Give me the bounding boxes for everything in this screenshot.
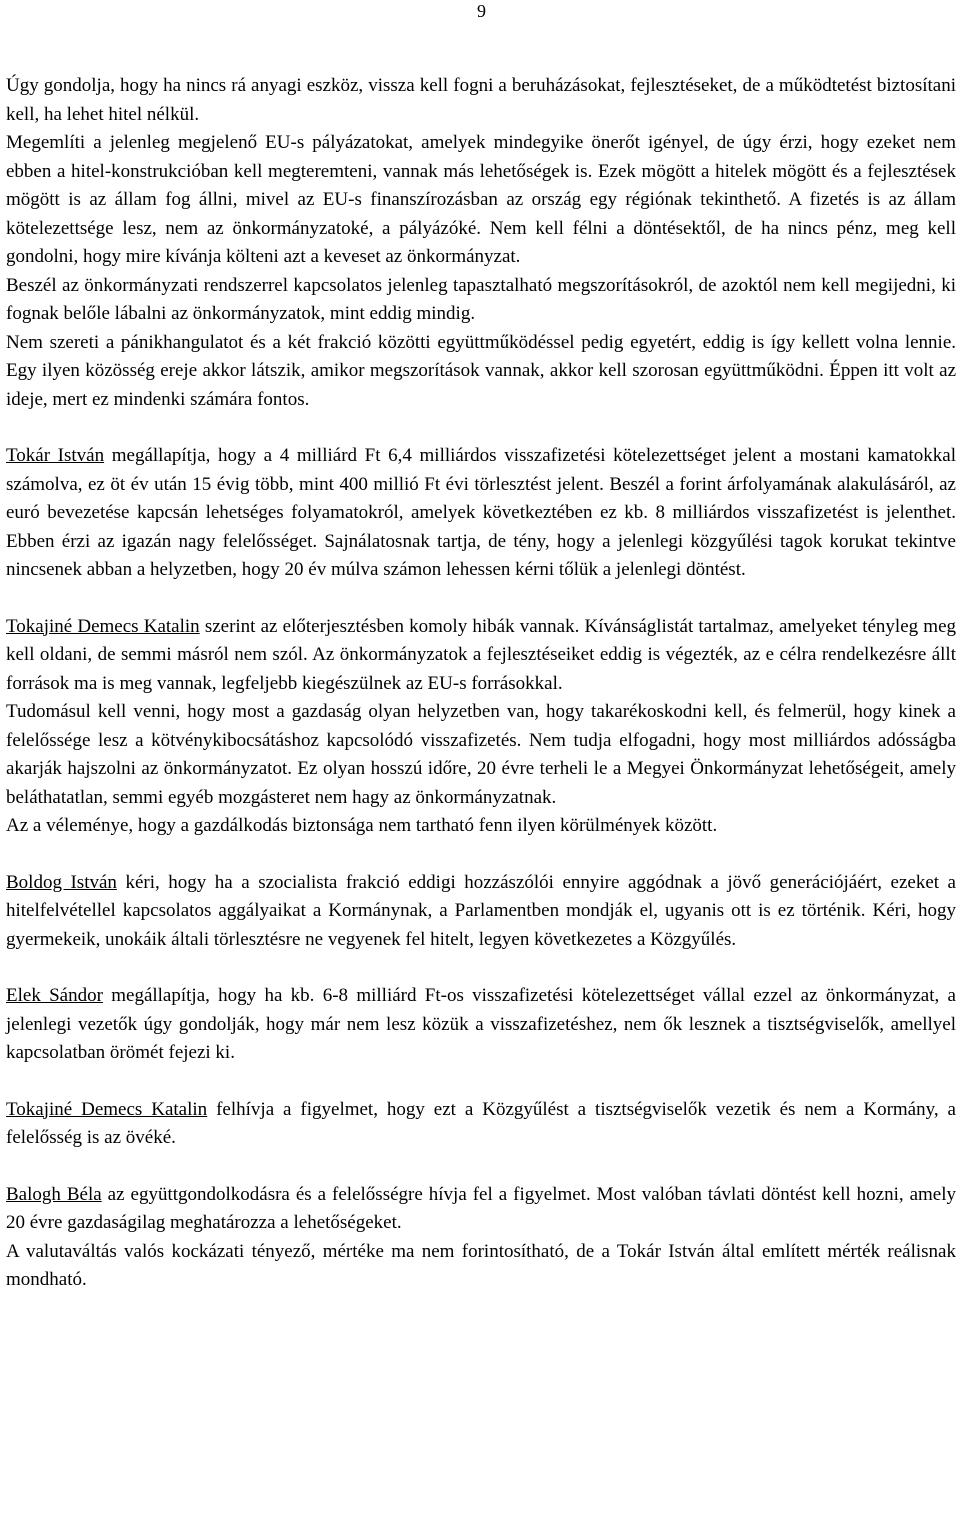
paragraph [6,698,956,812]
paragraph [6,812,956,841]
paragraph-text: megállapítja, hogy ha kb. 6-8 milliárd Ft-os visszafizetési kötelezettséget vállal ezzel az önkormányzat, a jelenlegi vezetők úgy gondolják, hogy már nem lesz közük a visszafizetéshez, nem ők lesznek a tisztségviselők, amellyel kapcsolatban örömét fejezi ki. [6,985,956,1063]
paragraph [6,272,956,329]
paragraph-text: Nem szereti a pánikhangulatot és a két frakció közötti együttműködéssel pedig egyetért, eddig is így kellett volna lennie. Egy ilyen közösség ereje akkor látszik, amikor megszorítások vannak, akkor kell szorosan együttműködni. Éppen itt volt az ideje, mert ez mindenki számára fontos. [6,331,956,410]
paragraph-text: szerint az előterjesztésben komoly hibák vannak. Kívánságlistát tartalmaz, amelyeket tényleg meg kell oldani, de semmi másról nem szól. Az önkormányzatok a fejlesztéseiket eddig is végezték, az e célra rendelkezésre állt források ma is meg vannak, legfeljebb kiegészülnek az EU-s forrásokkal. [6,615,956,694]
paragraph-gap [6,1153,956,1181]
paragraph [6,1238,956,1295]
speaker-paragraph [6,1096,956,1153]
paragraph-gap [6,841,956,869]
document-body [6,72,956,1295]
speaker-paragraph [6,1181,956,1238]
speaker-name: Balogh Béla [6,1183,102,1205]
paragraph [6,329,956,415]
speaker-name: Tokajiné Demecs Katalin [6,615,200,637]
speaker-paragraph [6,442,956,585]
paragraph-gap [6,954,956,982]
paragraph-text: Úgy gondolja, hogy ha nincs rá anyagi eszköz, vissza kell fogni a beruházásokat, fejlesztéseket, de a működtetést biztosítani kell, ha lehet hitel nélkül. [6,75,956,125]
paragraph-text: A valutaváltás valós kockázati tényező, mértéke ma nem forintosítható, de a Tokár István által említett mérték reálisnak mondható. [6,1240,956,1290]
paragraph-text: Tudomásul kell venni, hogy most a gazdaság olyan helyzetben van, hogy takarékoskodni kell, és felmerül, hogy kinek a felelőssége lesz a kötvénykibocsátáshoz kapcsolódó visszafizetés. Nem tudja elfogadni, hogy most milliárdos adósságba akarják hajszolni az önkormányzatot. Ez olyan hosszú időre, 20 évre terheli le a Megyei Önkormányzat lehetőségeit, amely beláthatatlan, semmi egyéb mozgásteret nem hagy az önkormányzatnak. [6,701,956,808]
paragraph-text: felhívja a figyelmet, hogy ezt a Közgyűlést a tisztségviselők vezetik és nem a Kormány, a felelősség is az övéké. [6,1098,956,1148]
speaker-name: Elek Sándor [6,985,103,1006]
paragraph-text: Beszél az önkormányzati rendszerrel kapcsolatos jelenleg tapasztalható megszorításokról, de azoktól nem kell megijedni, ki fognak belőle lábalni az önkormányzatok, mint eddig mindig. [6,274,956,324]
speaker-name: Boldog István [6,871,117,893]
paragraph-gap [6,1068,956,1096]
paragraph [6,72,956,129]
speaker-name: Tokár István [6,445,105,466]
page-number: 9 [477,1,486,21]
speaker-paragraph [6,982,956,1068]
paragraph-text: Megemlíti a jelenleg megjelenő EU-s pályázatokat, amelyek mindegyike önerőt igényel, de úgy érzi, hogy ezeket nem ebben a hitel-konstrukcióban kell megteremteni, vannak más lehetőségek is. Ezek mögött a hitelek mögött és a fejlesztések mögött is az állam fog állni, mivel az EU-s finanszírozásban az ország egy régiónak tekinthető. A fizetés is az állam kötelezettsége lesz, nem az önkormányzatoké, a pályázóké. Nem kell félni a döntésektől, de ha nincs pénz, meg kell gondolni, hogy mire kívánja költeni azt a keveset az önkormányzat. [6,132,956,267]
paragraph-text: megállapítja, hogy a 4 milliárd Ft 6,4 milliárdos visszafizetési kötelezettséget jelent a mostani kamatokkal számolva, ez öt év után 15 évig több, mint 400 millió Ft évi törlesztést jelent. Beszél a forint árfolyamának alakulásáról, az euró bevezetése kapcsán lehetséges folyamatokról, amelyek következtében ez kb. 8 milliárdos visszafizetést is jelenthet. Ebben érzi az igazán nagy felelősséget. Sajnálatosnak tartja, de tény, hogy a jelenlegi közgyűlési tagok korukat tekintve nincsenek abban a helyzetben, hogy 20 év múlva számon lehessen kérni tőlük a jelenlegi döntést. [6,445,956,580]
paragraph-text: az együttgondolkodásra és a felelősségre hívja fel a figyelmet. Most valóban távlati döntést kell hozni, amely 20 évre gazdaságilag meghatározza a lehetőségeket. [6,1183,956,1233]
paragraph-text: kéri, hogy ha a szocialista frakció eddigi hozzászólói ennyire aggódnak a jövő generációjáért, ezeket a hitelfelvétellel kapcsolatos aggályaikat a Kormánynak, a Parlamentben mondják el, ugyanis ott is ez történik. Kéri, hogy gyermekeik, unokáik általi törlesztésre ne vegyenek fel hitelt, legyen következetes a Közgyűlés. [6,871,956,950]
speaker-name: Tokajiné Demecs Katalin [6,1098,208,1120]
paragraph-gap [6,414,956,442]
paragraph [6,129,956,272]
speaker-paragraph [6,613,956,699]
speaker-paragraph [6,869,956,955]
paragraph-text: Az a véleménye, hogy a gazdálkodás biztonsága nem tartható fenn ilyen körülmények között. [6,815,718,836]
paragraph-gap [6,585,956,613]
